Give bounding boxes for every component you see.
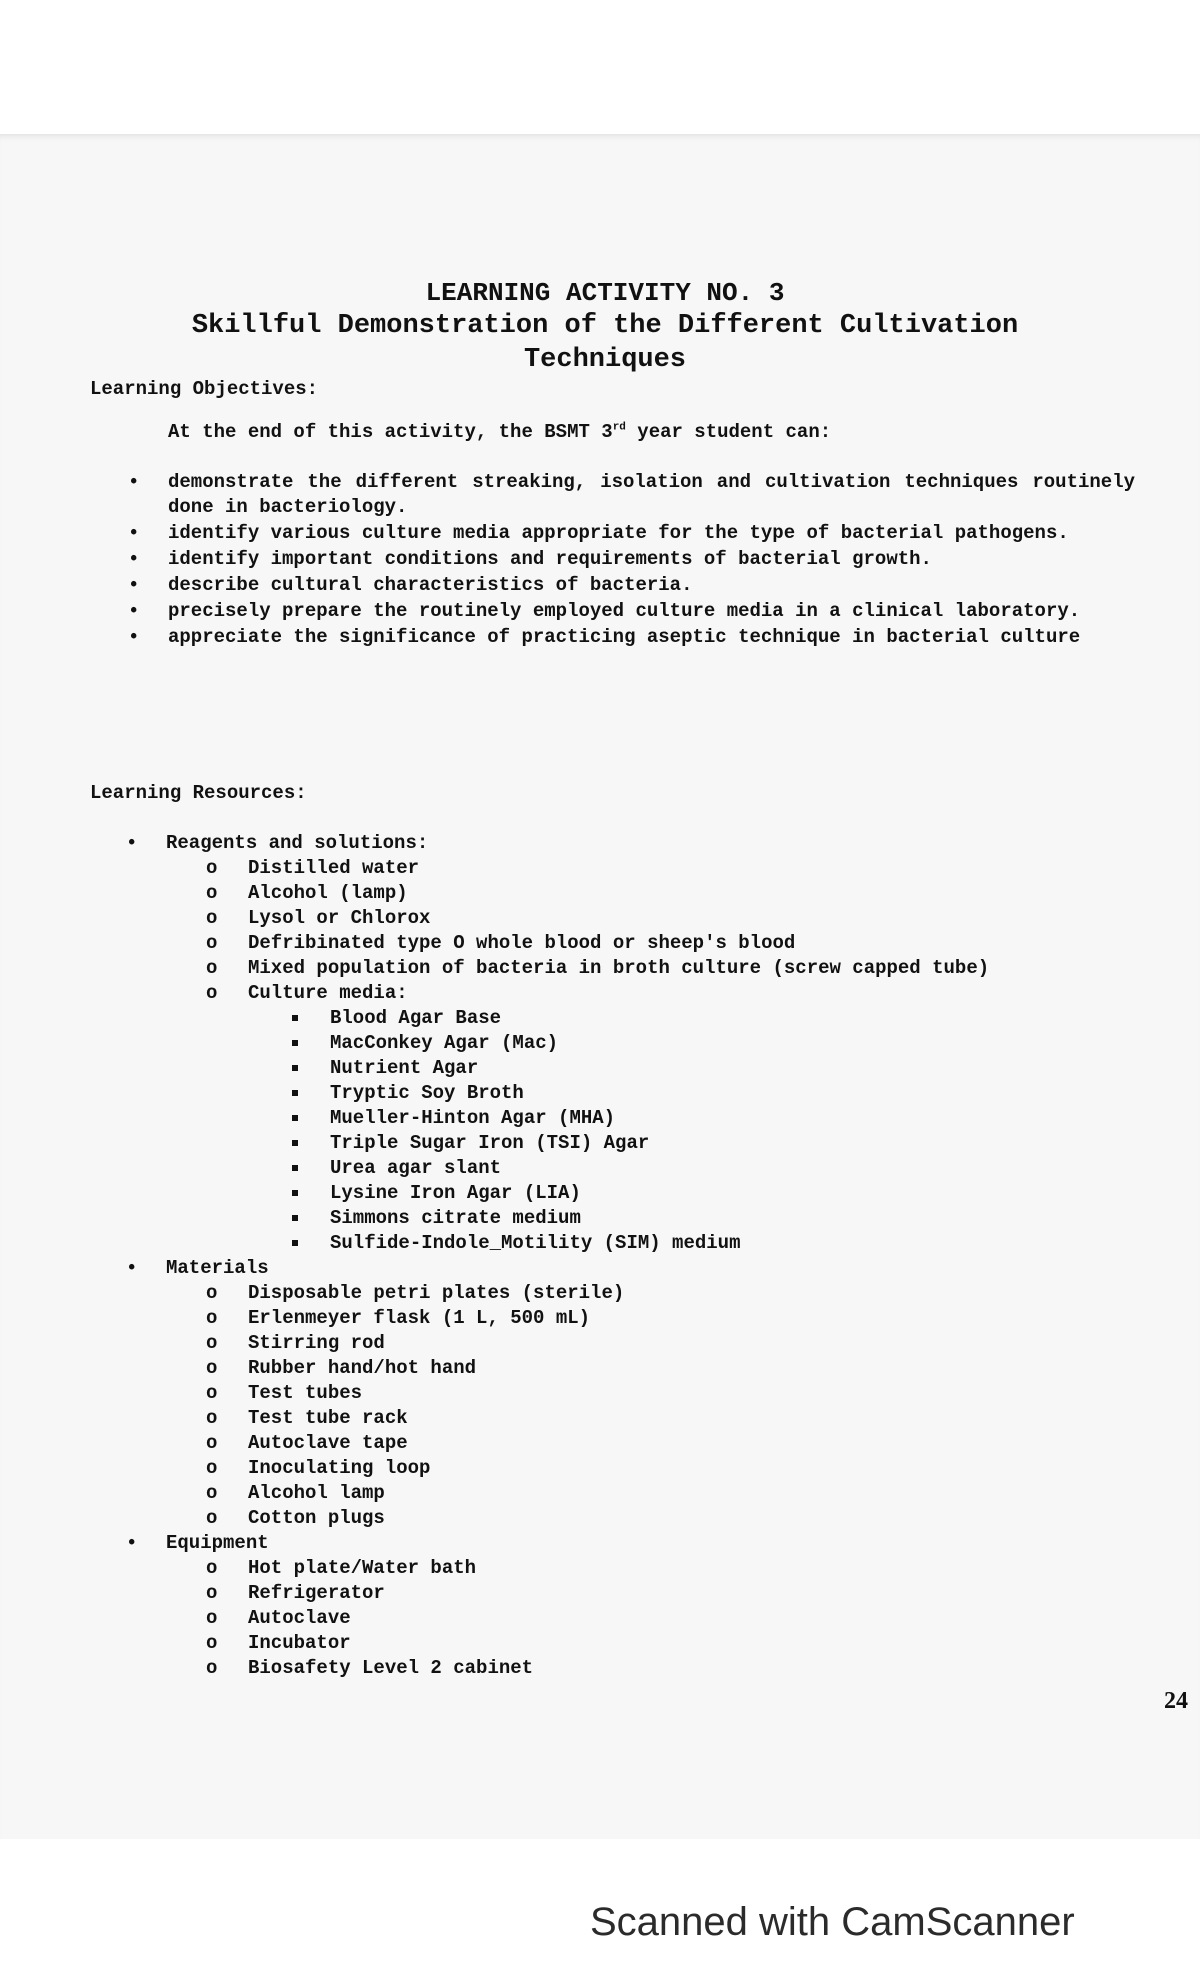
equipment-item [166,1556,1140,1581]
circle-marker: o [206,1557,218,1579]
camscanner-watermark: Scanned with CamScanner [590,1900,1075,1944]
resources-heading: Learning Resources: [90,782,307,804]
square-bullet-icon [292,1115,298,1121]
title-block [100,277,1110,377]
material-item [166,1431,1140,1456]
material-item-text: Test tube rack [248,1407,408,1429]
equipment-item-text: Autoclave [248,1607,351,1629]
reagent-item [166,881,1140,906]
material-item-text: Test tubes [248,1382,363,1404]
equipment-item [166,1656,1140,1681]
circle-marker: o [206,1482,218,1504]
material-item [166,1381,1140,1406]
equipment-label: Equipment [166,1532,269,1554]
bullet-marker: • [128,522,140,544]
reagent-item-text: Defribinated type O whole blood or sheep's blood [248,932,796,954]
objective-text: appreciate the significance of practicing aseptic technique in bacterial culture [168,626,1081,648]
equipment-group [120,1531,1140,1681]
materials-items [166,1281,1140,1531]
culture-medium-item [166,1081,1140,1106]
circle-marker: o [206,957,218,979]
circle-marker: o [206,1382,218,1404]
bullet-marker: • [128,626,140,648]
square-bullet-icon [292,1165,298,1171]
reagent-item-text: Lysol or Chlorox [248,907,431,929]
activity-title: Skillful Demonstration of the Different Cultivation [191,311,1019,341]
equipment-item [166,1631,1140,1656]
objective-item [120,625,1135,650]
objective-text: describe cultural characteristics of bacteria. [168,574,693,596]
equipment-item-text: Refrigerator [248,1582,385,1604]
objective-item [120,470,1135,520]
equipment-item-text: Incubator [248,1632,351,1654]
culture-medium-text: Blood Agar Base [330,1007,502,1029]
reagent-item-text: Distilled water [248,857,420,879]
square-bullet-icon [292,1040,298,1046]
objective-item [120,573,1135,598]
page-number: 24 [1164,1688,1188,1714]
bullet-marker: • [126,832,138,854]
objective-item [120,521,1135,546]
material-item-text: Cotton plugs [248,1507,385,1529]
circle-marker: o [206,907,218,929]
bullet-marker: • [128,548,140,570]
material-item [166,1456,1140,1481]
culture-medium-item [166,1131,1140,1156]
bullet-marker: • [128,471,140,493]
reagent-item [166,906,1140,931]
material-item [166,1281,1140,1306]
objective-item [120,547,1135,572]
circle-marker: o [206,1332,218,1354]
material-item-text: Inoculating loop [248,1457,431,1479]
culture-medium-text: Sulfide-Indole_Motility (SIM) medium [330,1232,741,1254]
circle-marker: o [206,1632,218,1654]
activity-number-title: LEARNING ACTIVITY NO. 3 [425,278,785,308]
material-item [166,1306,1140,1331]
objectives-list [120,470,1135,651]
square-bullet-icon [292,1140,298,1146]
circle-marker: o [206,1457,218,1479]
circle-marker: o [206,1357,218,1379]
culture-medium-item [166,1006,1140,1031]
culture-medium-item [166,1206,1140,1231]
square-bullet-icon [292,1215,298,1221]
circle-marker: o [206,1657,218,1679]
materials-label: Materials [166,1257,269,1279]
material-item-text: Rubber hand/hot hand [248,1357,477,1379]
reagent-item-text: Alcohol (lamp) [248,882,408,904]
culture-media-label-item [166,981,1140,1006]
equipment-item [166,1606,1140,1631]
square-bullet-icon [292,1240,298,1246]
culture-medium-text: Mueller-Hinton Agar (MHA) [330,1107,616,1129]
activity-title-continued: Techniques [523,345,687,375]
square-bullet-icon [292,1065,298,1071]
material-item-text: Stirring rod [248,1332,385,1354]
materials-group [120,1256,1140,1531]
material-item [166,1506,1140,1531]
culture-medium-item [166,1181,1140,1206]
circle-marker: o [206,1607,218,1629]
material-item-text: Autoclave tape [248,1432,408,1454]
circle-marker: o [206,1307,218,1329]
reagent-item-text: Mixed population of bacteria in broth culture (screw capped tube) [248,957,990,979]
culture-medium-text: Nutrient Agar [330,1057,479,1079]
resources-list [120,831,1140,1681]
objective-text: identify various culture media appropriate for the type of bacterial pathogens. [168,522,1069,544]
scan-top-margin [0,0,1200,134]
material-item [166,1356,1140,1381]
material-item-text: Alcohol lamp [248,1482,385,1504]
objectives-intro: At the end of this activity, the BSMT 3rd year student can: [168,421,832,443]
reagent-item [166,931,1140,956]
objective-text: demonstrate the different streaking, isolation and cultivation techniques routinely done in bacteriology. [168,471,1135,518]
objective-item [120,599,1135,624]
culture-medium-text: MacConkey Agar (Mac) [330,1032,559,1054]
culture-media-label: Culture media: [248,982,408,1004]
material-item-text: Disposable petri plates (sterile) [248,1282,625,1304]
square-bullet-icon [292,1190,298,1196]
document-page [0,134,1200,1839]
circle-marker: o [206,857,218,879]
equipment-item-text: Biosafety Level 2 cabinet [248,1657,534,1679]
culture-medium-item [166,1031,1140,1056]
objectives-heading: Learning Objectives: [90,378,319,400]
culture-medium-text: Urea agar slant [330,1157,502,1179]
circle-marker: o [206,1282,218,1304]
culture-medium-text: Tryptic Soy Broth [330,1082,524,1104]
reagents-group [120,831,1140,1256]
equipment-item-text: Hot plate/Water bath [248,1557,477,1579]
circle-marker: o [206,882,218,904]
square-bullet-icon [292,1015,298,1021]
culture-medium-text: Lysine Iron Agar (LIA) [330,1182,581,1204]
culture-medium-item [166,1056,1140,1081]
material-item-text: Erlenmeyer flask (1 L, 500 mL) [248,1307,591,1329]
bullet-marker: • [128,600,140,622]
circle-marker: o [206,1407,218,1429]
square-bullet-icon [292,1090,298,1096]
equipment-items [166,1556,1140,1681]
bullet-marker: • [126,1257,138,1279]
objective-text: precisely prepare the routinely employed culture media in a clinical laboratory. [168,600,1081,622]
culture-medium-item [166,1106,1140,1131]
reagent-item [166,956,1140,981]
culture-medium-text: Simmons citrate medium [330,1207,581,1229]
circle-marker: o [206,1582,218,1604]
circle-marker: o [206,982,218,1004]
culture-medium-text: Triple Sugar Iron (TSI) Agar [330,1132,650,1154]
objective-text: identify important conditions and requirements of bacterial growth. [168,548,932,570]
reagents-label: Reagents and solutions: [166,832,429,854]
reagent-item [166,856,1140,881]
reagents-items [166,856,1140,981]
culture-media-items [166,1006,1140,1256]
culture-medium-item [166,1231,1140,1256]
circle-marker: o [206,1507,218,1529]
bullet-marker: • [126,1532,138,1554]
equipment-item [166,1581,1140,1606]
material-item [166,1481,1140,1506]
circle-marker: o [206,932,218,954]
material-item [166,1406,1140,1431]
culture-medium-item [166,1156,1140,1181]
material-item [166,1331,1140,1356]
circle-marker: o [206,1432,218,1454]
bullet-marker: • [128,574,140,596]
